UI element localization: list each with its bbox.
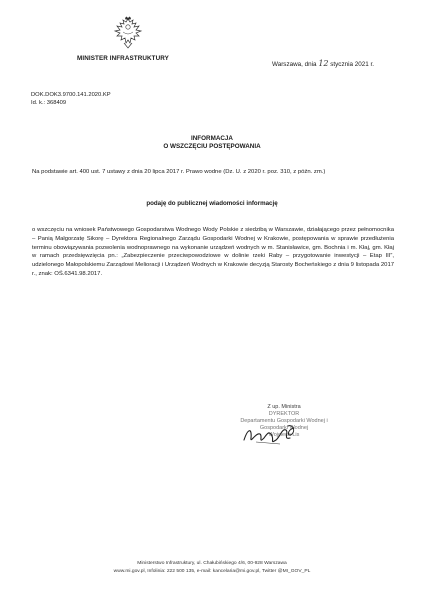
document-date — [272, 59, 374, 68]
body-paragraph — [32, 226, 394, 279]
stamp-line-5: Wojciech Lis — [268, 431, 300, 438]
stamp-line-3: Departamentu Gospodarki Wodnej i — [240, 417, 328, 424]
stamp-line-1: Z up. Ministra — [267, 404, 301, 410]
eagle-emblem-icon — [108, 16, 148, 50]
date-prefix: Warszawa, dnia — [272, 61, 317, 68]
announcement-subheading: podaję do publicznej wiadomości informację — [146, 200, 278, 207]
reference-block — [31, 91, 111, 107]
footer-contact: www.mi.gov.pl, Infolinia: 222 500 135, e-mail: kancelaria@mi.gov.pl, Twitter @MI_GOV_PL — [113, 569, 311, 574]
date-day: 12 — [318, 59, 329, 68]
footer-address: Ministerstwo Infrastruktury, ul. Chałubińskiego 4/6, 00-928 Warszawa — [137, 561, 287, 566]
body-text: o wszczęciu na wniosek Państwowego Gospodarstwa Wodnego Wody Polskie z siedzibą w Warszawie, działającego przez pełnomocnika – Panią Małgorzatę Sikorę – Dyrektora Regionalnego Zarządu Gospodarki Wodnej w Krakowie, postępowania w sprawie przedłużenia terminu obowiązywania pozwolenia wodnoprawnego na wykonanie urządzeń wodnych w m. Stanisławice, gm. Bochnia i m. Kłaj, gm. Kłaj w ramach przedsięwzięcia pn.: „Zabezpieczenie przeciwpowodziowe w dolinie rzeki Raby – przygotowanie inwestycji – Etap III”, udzielonego Małopolskiemu Zarządowi Melioracji i Urządzeń Wodnych w Krakowie decyzją Starosty Bocheńskiego z dnia 9 listopada 2017 r., znak: OŚ.6341.98.2017. — [32, 227, 394, 277]
ministry-name: MINISTER INFRASTRUKTURY — [77, 55, 169, 62]
doc-id: Id. k.: 368409 — [31, 100, 67, 106]
legal-basis-paragraph: Na podstawie art. 400 ust. 7 ustawy z dnia 20 lipca 2017 r. Prawo wodne (Dz. U. z 2020 r. poz. 310, z późn. zm.) — [32, 169, 326, 175]
handwritten-signature — [236, 420, 316, 450]
date-suffix: stycznia 2021 r. — [330, 61, 375, 68]
stamp-line-4: Gospodarki Wodnej — [259, 424, 309, 431]
title-line-2: O WSZCZĘCIU POSTĘPOWANIA — [163, 143, 261, 150]
title-line-1: INFORMACJA — [191, 135, 233, 142]
doc-number: DOK.DOK3.9700.141.2020.KP — [31, 92, 111, 98]
stamp-line-2: DYREKTOR — [268, 410, 300, 417]
